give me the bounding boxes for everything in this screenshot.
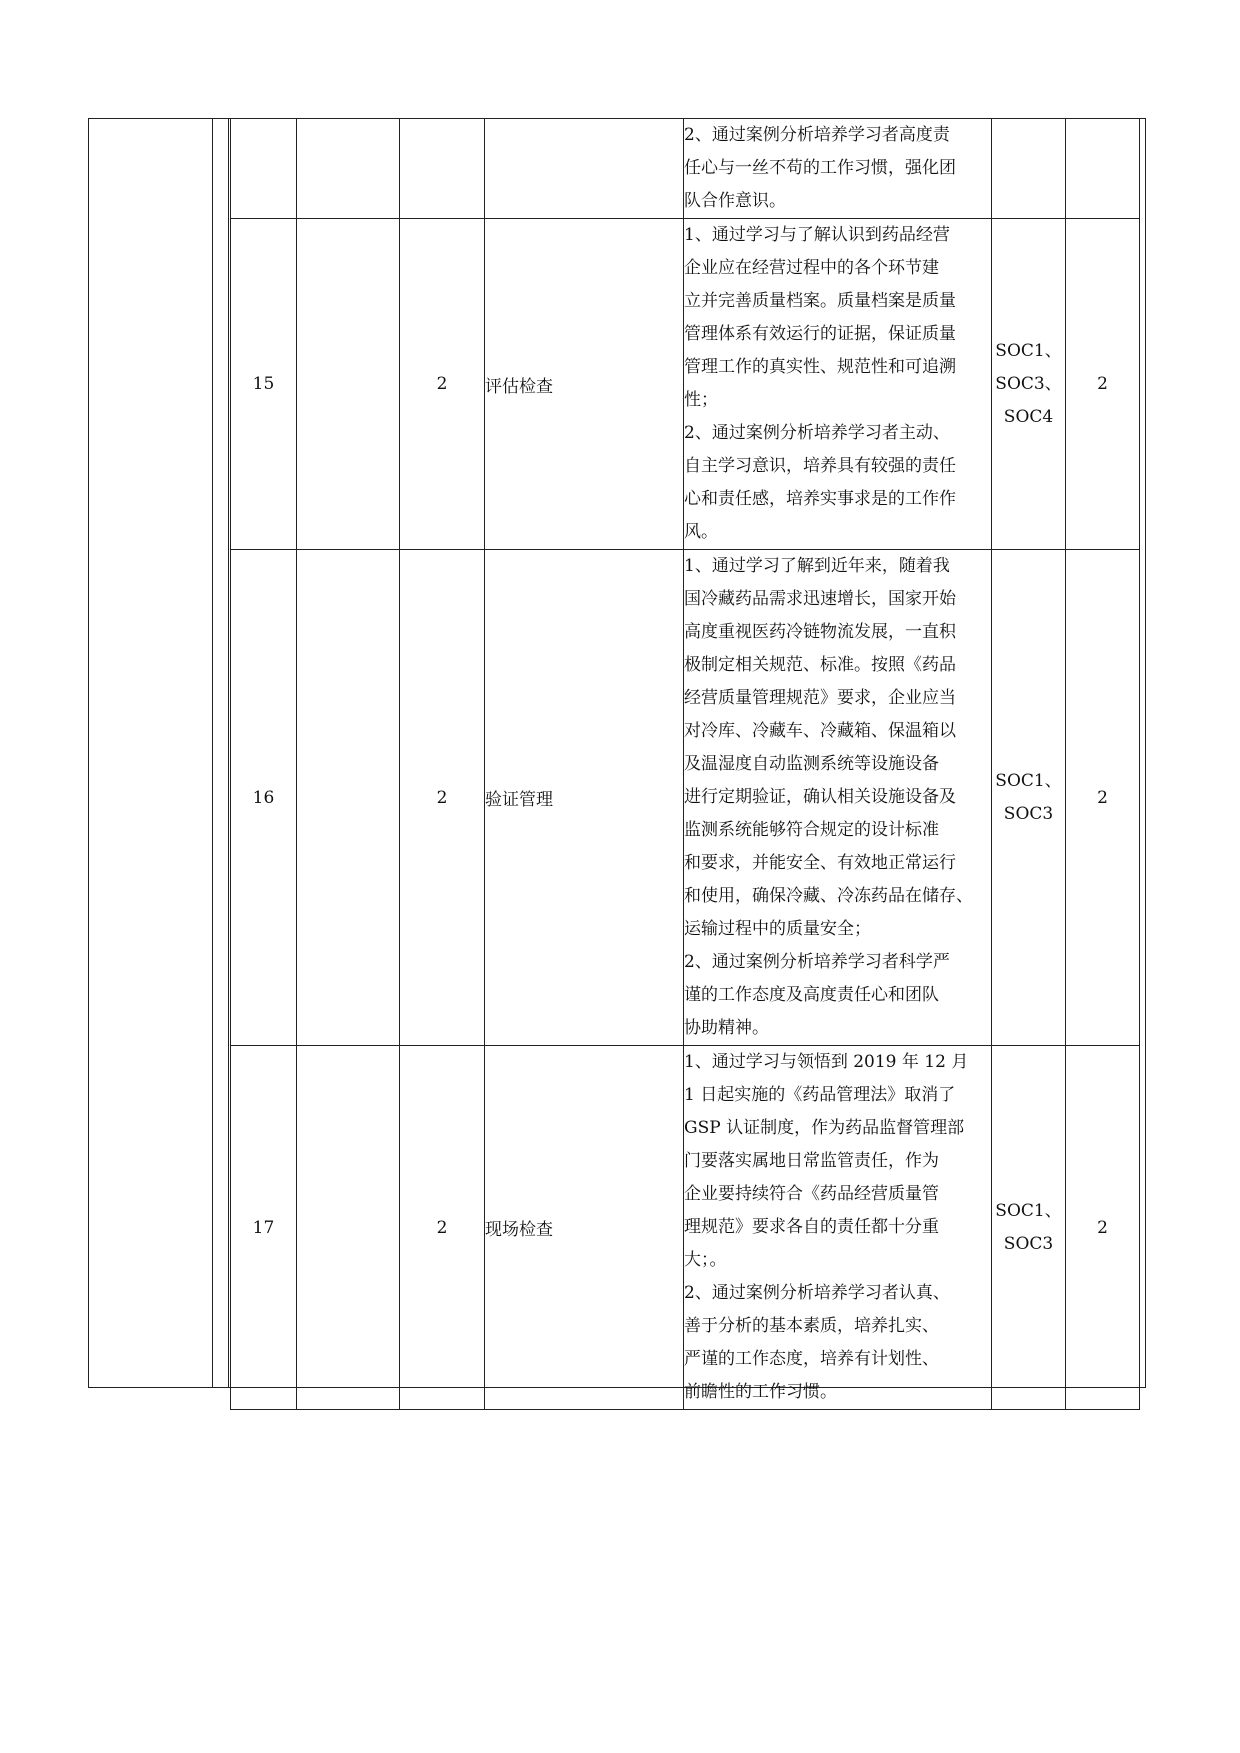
- table-row: [231, 1046, 1140, 1410]
- description-line: 任心与一丝不苟的工作习惯，强化团: [684, 158, 956, 178]
- description-line: 国冷藏药品需求迅速增长，国家开始: [684, 589, 956, 609]
- description-line: 管理体系有效运行的证据，保证质量: [684, 324, 956, 344]
- empty-cell: [297, 119, 400, 219]
- content-name: 验证管理: [485, 550, 684, 1046]
- soc-code: SOC1、: [995, 340, 1062, 361]
- description-line: 1、通过学习与领悟到 2019 年 12 月: [684, 1052, 969, 1072]
- hours-cell: 2: [400, 1046, 485, 1410]
- description-line: 极制定相关规范、标准。按照《药品: [684, 655, 956, 675]
- column-divider: [228, 118, 229, 1388]
- hours-cell: 2: [400, 219, 485, 550]
- value-cell: 2: [1066, 219, 1140, 550]
- lesson-number: 17: [231, 1046, 297, 1410]
- value-cell: [1066, 119, 1140, 219]
- content-name: 现场检查: [485, 1046, 684, 1410]
- table-row: [231, 119, 1140, 219]
- description-line: 大；。: [684, 1250, 727, 1270]
- empty-cell: [297, 219, 400, 550]
- description-line: 严谨的工作态度，培养有计划性、: [684, 1349, 939, 1369]
- soc-code: SOC3、: [995, 373, 1062, 394]
- soc-code: SOC4: [1003, 406, 1054, 427]
- description-line: 性；: [684, 390, 718, 410]
- description-line: 2、通过案例分析培养学习者主动、: [684, 423, 950, 443]
- description-line: 1、通过学习与了解认识到药品经营: [684, 225, 950, 245]
- table-row: [231, 219, 1140, 550]
- description-line: 自主学习意识，培养具有较强的责任: [684, 456, 956, 476]
- description-line: 1 日起实施的《药品管理法》取消了: [684, 1085, 956, 1105]
- soc-cell: [992, 1046, 1066, 1410]
- description-line: 谨的工作态度及高度责任心和团队: [684, 985, 939, 1005]
- course-table: [230, 118, 1140, 1410]
- hours-cell: 2: [400, 550, 485, 1046]
- description-line: 监测系统能够符合规定的设计标准: [684, 820, 939, 840]
- description-line: 立并完善质量档案。质量档案是质量: [684, 291, 956, 311]
- description-line: 理规范》要求各自的责任都十分重: [684, 1217, 939, 1237]
- description-line: 2、通过案例分析培养学习者认真、: [684, 1283, 950, 1303]
- lesson-number: [231, 119, 297, 219]
- description-line: 高度重视医药冷链物流发展，一直积: [684, 622, 956, 642]
- description-line: 风。: [684, 522, 718, 542]
- description-line: 和要求，并能安全、有效地正常运行: [684, 853, 956, 873]
- value-cell: 2: [1066, 1046, 1140, 1410]
- description-line: 运输过程中的质量安全；: [684, 919, 871, 939]
- soc-code: SOC3: [1003, 1233, 1054, 1254]
- objective-description: [684, 1046, 992, 1410]
- lesson-number: 16: [231, 550, 297, 1046]
- description-line: 对冷库、冷藏车、冷藏箱、保温箱以: [684, 721, 956, 741]
- content-name: 评估检查: [485, 219, 684, 550]
- soc-code: SOC1、: [995, 770, 1062, 791]
- description-line: 企业要持续符合《药品经营质量管: [684, 1184, 939, 1204]
- description-line: 门要落实属地日常监管责任，作为: [684, 1151, 939, 1171]
- objective-description: [684, 219, 992, 550]
- lesson-number: 15: [231, 219, 297, 550]
- empty-cell: [297, 1046, 400, 1410]
- empty-cell: [297, 550, 400, 1046]
- table-row: [231, 550, 1140, 1046]
- soc-cell: [992, 550, 1066, 1046]
- hours-cell: [400, 119, 485, 219]
- description-line: 2、通过案例分析培养学习者高度责: [684, 125, 950, 145]
- description-line: 企业应在经营过程中的各个环节建: [684, 258, 939, 278]
- objective-description: [684, 550, 992, 1046]
- description-line: 2、通过案例分析培养学习者科学严: [684, 952, 950, 972]
- description-line: 管理工作的真实性、规范性和可追溯: [684, 357, 956, 377]
- description-line: 心和责任感，培养实事求是的工作作: [684, 489, 956, 509]
- column-divider: [212, 118, 213, 1388]
- value-cell: 2: [1066, 550, 1140, 1046]
- soc-code: SOC3: [1003, 803, 1054, 824]
- description-line: 和使用，确保冷藏、冷冻药品在储存、: [684, 886, 973, 906]
- objective-description: [684, 119, 992, 219]
- description-line: 善于分析的基本素质，培养扎实、: [684, 1316, 939, 1336]
- description-line: 协助精神。: [684, 1018, 769, 1038]
- description-line: 经营质量管理规范》要求，企业应当: [684, 688, 956, 708]
- description-line: 及温湿度自动监测系统等设施设备: [684, 754, 939, 774]
- soc-cell: [992, 119, 1066, 219]
- description-line: 队合作意识。: [684, 191, 786, 211]
- description-line: 1、通过学习了解到近年来，随着我: [684, 556, 950, 576]
- soc-cell: [992, 219, 1066, 550]
- description-line: 前瞻性的工作习惯。: [684, 1382, 837, 1402]
- description-line: GSP 认证制度，作为药品监督管理部: [684, 1118, 965, 1138]
- description-line: 进行定期验证，确认相关设施设备及: [684, 787, 956, 807]
- soc-code: SOC1、: [995, 1200, 1062, 1221]
- content-name: [485, 119, 684, 219]
